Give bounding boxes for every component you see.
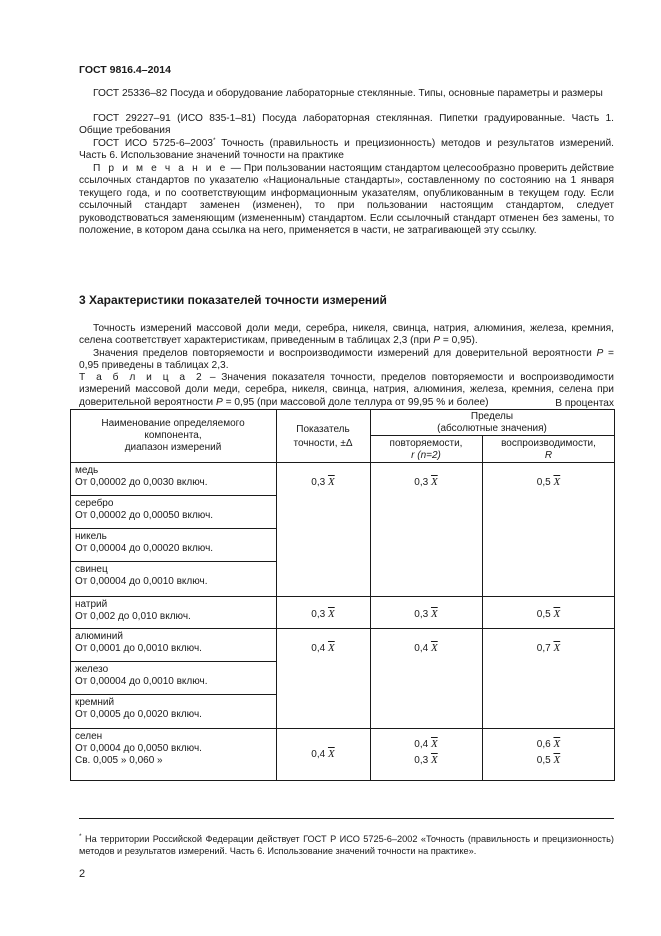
table-row (75, 564, 275, 588)
footnote-mark[interactable]: * (212, 137, 216, 144)
mean-symbol: $\overline{X}$ (553, 738, 561, 750)
reproducibility-value: 0,7 $\overline{X}$ (536, 642, 561, 654)
table-row (75, 731, 275, 767)
table-row (75, 697, 275, 721)
column-header-limits: Пределы (абсолютные значения) (437, 411, 547, 434)
table-row (75, 664, 275, 688)
reproducibility-value: 0,5 $\overline{X}$ (536, 476, 561, 488)
reproducibility-value: 0,5 $\overline{X}$ (536, 608, 561, 620)
footnote-divider (79, 818, 614, 819)
mean-symbol: $\overline{X}$ (327, 476, 335, 488)
reference-item: ГОСТ 25336–82 Посуда и оборудование лабораторные стеклянные. Типы, основные параметры и размеры (93, 88, 603, 99)
column-header-repeatability: повторяемости, r (n=2) (389, 438, 463, 461)
component-name: серебро (75, 498, 114, 509)
component-name: никель (75, 531, 107, 542)
mean-symbol: $\overline{X}$ (430, 476, 438, 488)
component-name: селен (75, 731, 103, 742)
repeatability-symbol: r (n=2) (411, 450, 441, 461)
component-range: От 0,00004 до 0,00020 включ. (75, 543, 214, 554)
reproducibility-symbol: R (544, 450, 553, 461)
component-name: свинец (75, 564, 108, 575)
component-range: От 0,00004 до 0,0010 включ. (75, 576, 208, 587)
column-header-component: Наименование определяемого компонента, диапазон измерений (101, 418, 245, 453)
component-name: натрий (75, 599, 108, 610)
component-range: От 0,0004 до 0,0050 включ. (75, 743, 202, 754)
footnote-mark: * (79, 833, 82, 840)
paragraph-limits: Значения пределов повторяемости и воспроизводимости измерений для доверительной вероятности P = 0,95 приведены в таблицах 2,3. (79, 348, 615, 372)
accuracy-value: 0,4 $\overline{X}$ (311, 748, 335, 760)
mean-symbol: $\overline{X}$ (430, 754, 438, 766)
mean-symbol: $\overline{X}$ (430, 608, 438, 620)
section-title: 3 Характеристики показателей точности измерений (79, 293, 387, 307)
reference-item: ГОСТ ИСО 5725-6–2003* Точность (правильность и прецизионность) методов и результатов измерений. Часть 6. Использование значений точности на практике (79, 137, 615, 162)
component-range: От 0,00002 до 0,00050 включ. (75, 510, 214, 521)
component-range: От 0,00004 до 0,0010 включ. (75, 676, 208, 687)
mean-symbol: $\overline{X}$ (553, 754, 561, 766)
table-row (75, 599, 275, 623)
component-range: От 0,002 до 0,010 включ. (75, 611, 191, 622)
reference-item: ГОСТ 29227–91 (ИСО 835-1–81) Посуда лабораторная стеклянная. Пипетки градуированные. Часть 1. Общие требования (79, 113, 614, 137)
accuracy-value: 0,3 $\overline{X}$ (311, 476, 335, 488)
repeatability-value: 0,4 $\overline{X}$ 0,3 $\overline{X}$ (414, 738, 438, 766)
repeatability-value: 0,3 $\overline{X}$ (414, 608, 438, 620)
accuracy-value: 0,3 $\overline{X}$ (311, 608, 335, 620)
note-label: П р и м е ч а н и е (93, 163, 228, 174)
mean-symbol: $\overline{X}$ (327, 748, 335, 760)
table-row (75, 465, 275, 489)
document-header: ГОСТ 9816.4–2014 (79, 64, 171, 76)
mean-symbol: $\overline{X}$ (553, 476, 561, 488)
column-header-reproducibility: воспроизводимости, R (501, 438, 596, 461)
data-table (70, 409, 615, 781)
table-row (75, 498, 275, 522)
footnote: * На территории Российской Федерации действует ГОСТ Р ИСО 5725-6–2002 «Точность (правильность и прецизионность) методов и результатов измерений. Часть 6. Использование значений точности на практике». (79, 833, 614, 856)
paragraph-accuracy: Точность измерений массовой доли меди, серебра, никеля, свинца, натрия, алюминия, железа, кремния, селена соответствует характеристикам, приведенным в таблицах 2,3 (при P = 0,95). (79, 323, 614, 347)
column-header-accuracy: Показатель точности, ±Δ (293, 424, 353, 449)
mean-symbol: $\overline{X}$ (327, 608, 335, 620)
mean-symbol: $\overline{X}$ (553, 608, 561, 620)
component-range: Св. 0,005 » 0,060 » (75, 755, 163, 766)
note-paragraph: П р и м е ч а н и е — При пользовании настоящим стандартом целесообразно проверить действие ссылочных стандартов по указателю «Национальные стандарты», составленному по состоянию на 1 января текущего года, и по соответствующим информационным указателям, опубликованным в текущем году. Если ссылочный стандарт заменен (изменен), то при пользовании настоящим стандартом, следует руководствоваться заменяющим (измененным) стандартом. Если ссылочный стандарт отменен без замены, то положение, в котором дана ссылка на него, применяется в части, не затрагивающей эту ссылку. (79, 163, 614, 237)
mean-symbol: $\overline{X}$ (430, 642, 438, 654)
mean-symbol: $\overline{X}$ (327, 642, 335, 654)
component-name: кремний (75, 697, 115, 708)
units-note: В процентах (555, 398, 614, 409)
mean-symbol: $\overline{X}$ (430, 738, 438, 750)
component-range: От 0,0005 до 0,0020 включ. (75, 709, 202, 720)
component-range: От 0,0001 до 0,0010 включ. (75, 643, 202, 654)
accuracy-value: 0,4 $\overline{X}$ (311, 642, 335, 654)
table-row (75, 631, 275, 655)
component-name: алюминий (75, 631, 123, 642)
reproducibility-value: 0,6 $\overline{X}$ 0,5 $\overline{X}$ (536, 738, 561, 766)
component-range: От 0,00002 до 0,0030 включ. (75, 477, 208, 488)
component-name: железо (75, 664, 109, 675)
table-row (75, 531, 275, 555)
table-caption-label: Т а б л и ц а 2 (79, 372, 205, 383)
component-name: медь (75, 465, 99, 476)
repeatability-value: 0,3 $\overline{X}$ (414, 476, 438, 488)
table-caption: Т а б л и ц а 2 – Значения показателя точности, пределов повторяемости и воспроизводимости измерений массовой доли меди, серебра, никеля, свинца, натрия, алюминия, железа, кремния, селена при доверительной вероятности P = 0,95 (при массовой доле теллура от 99,95 % и более) (79, 372, 614, 408)
repeatability-value: 0,4 $\overline{X}$ (414, 642, 438, 654)
mean-symbol: $\overline{X}$ (553, 642, 561, 654)
page-number: 2 (79, 868, 86, 880)
